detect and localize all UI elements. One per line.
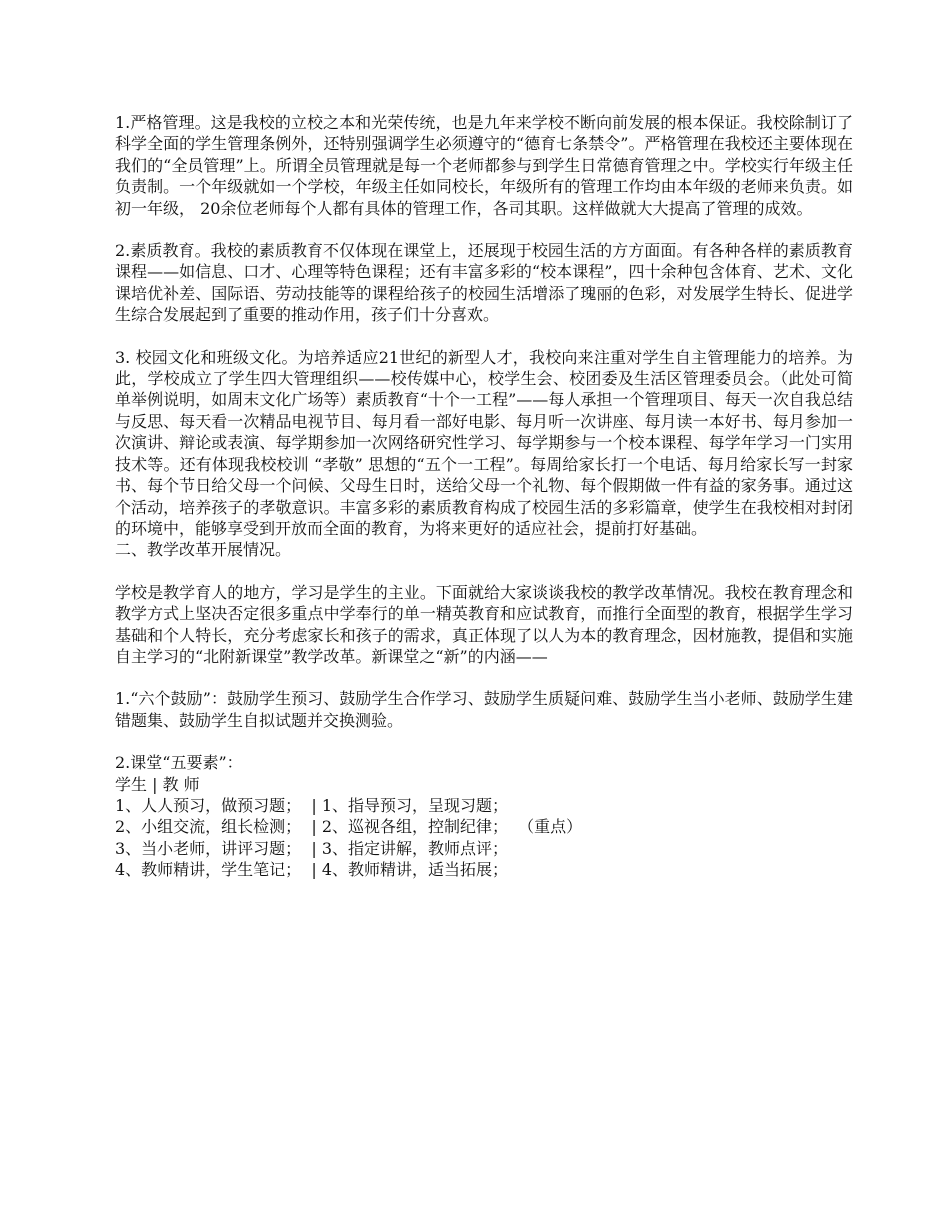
table-row: 1、人人预习，做预习题； | 1、指导预习，呈现习题； xyxy=(115,795,509,815)
table-row: 3、当小老师，讲评习题； | 3、指定讲解，教师点评； xyxy=(115,838,509,858)
document-page xyxy=(115,112,853,881)
paragraph-teaching-reform-intro: 学校是教学育人的地方，学习是学生的主业。下面就给大家谈谈我校的教学改革情况。我校在教育理念和教学方式上坚决否定很多重点中学奉行的单一精英教育和应试教育，而推行全面型的教育，根据学生学习基础和个人特长，充分考虑家长和孩子的需求，真正体现了以人为本的教育理念，因材施教，提倡和实施自主学习的“北附新课堂”教学改革。新课堂之“新”的内涵—— xyxy=(115,582,853,666)
paragraph-six-encouragements: 1.“六个鼓励”：鼓励学生预习、鼓励学生合作学习、鼓励学生质疑问难、鼓励学生当小老师、鼓励学生建错题集、鼓励学生自拟试题并交换测验。 xyxy=(115,689,853,730)
table-row: 4、教师精讲，学生笔记； | 4、教师精讲，适当拓展； xyxy=(115,860,509,880)
table-row: 2、小组交流，组长检测； | 2、巡视各组，控制纪律； （重点） xyxy=(115,817,583,837)
table-header: 学生 | 教 师 xyxy=(115,774,200,794)
paragraph-strict-management: 1.严格管理。这是我校的立校之本和光荣传统，也是九年来学校不断向前发展的根本保证。我校除制订了科学全面的学生管理条例外，还特别强调学生必须遵守的“德育七条禁令”。严格管理在我校还主要体现在我们的“全员管理”上。所谓全员管理就是每一个老师都参与到学生日常德育管理之中。学校实行年级主任负责制。一个年级就如一个学校，年级主任如同校长，年级所有的管理工作均由本年级的老师来负责。如初一年级， 20余位老师每个人都有具体的管理工作，各司其职。这样做就大大提高了管理的成效。 xyxy=(115,113,853,218)
paragraph-quality-education: 2.素质教育。我校的素质教育不仅体现在课堂上，还展现于校园生活的方方面面。有各种各样的素质教育课程——如信息、口才、心理等特色课程；还有丰富多彩的“校本课程”，四十余种包含体育、艺术、文化课培优补差、国际语、劳动技能等的课程给孩子的校园生活增添了瑰丽的色彩，对发展学生特长、促进学生综合发展起到了重要的推动作用，孩子们十分喜欢。 xyxy=(115,241,853,325)
paragraph-five-elements: 2.课堂“五要素”： xyxy=(115,753,243,773)
paragraph-campus-culture: 3. 校园文化和班级文化。为培养适应21世纪的新型人才，我校向来注重对学生自主管理能力的培养。为此，学校成立了学生四大管理组织——校传媒中心，校学生会、校团委及生活区管理委员会。（此处可简单举例说明，如周末文化广场等）素质教育“十个一工程”——每人承担一个管理项目、每天一次自我总结与反思、每天看一次精品电视节目、每月看一部好电影、每月听一次讲座、每月读一本好书、每月参加一次演讲、辩论或表演、每学期参加一次网络研究性学习、每学期参与一个校本课程、每学年学习一门实用技术等。还有体现我校校训 “孝敬” 思想的“五个一工程”。每周给家长打一个电话、每月给家长写一封家书、每个节日给父母一个问候、父母生日时，送给父母一个礼物、每个假期做一件有益的家务事。通过这个活动，培养孩子的孝敬意识。丰富多彩的素质教育构成了校园生活的多彩篇章，使学生在我校相对封闭的环境中，能够享受到开放而全面的教育，为将来更好的适应社会，提前打好基础。 xyxy=(115,347,853,538)
section-heading-teaching-reform: 二、教学改革开展情况。 xyxy=(115,540,292,560)
